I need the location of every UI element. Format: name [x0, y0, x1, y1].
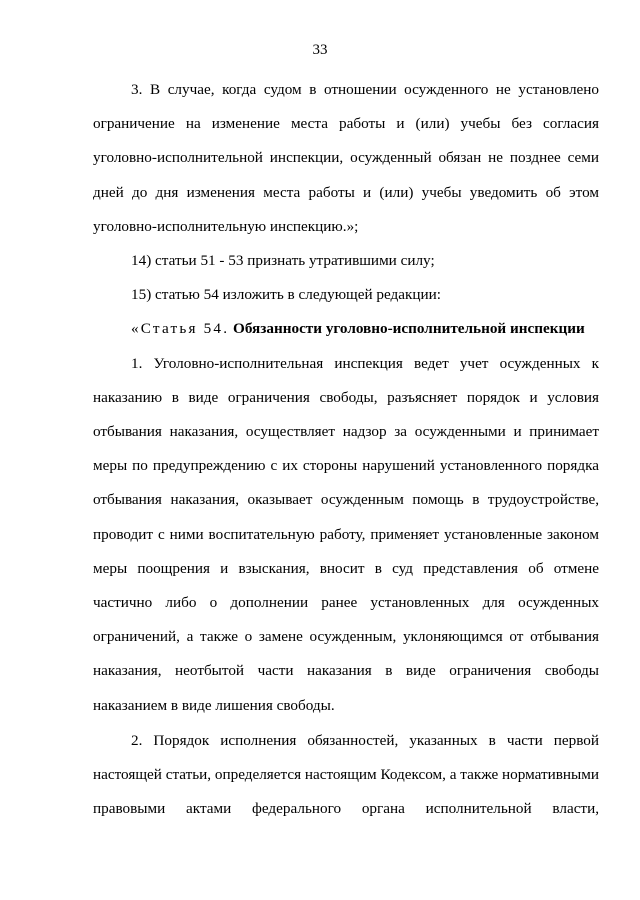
paragraph-item-15: 15) статью 54 изложить в следующей редакции: [131, 286, 441, 304]
page-number: 33 [312, 42, 328, 58]
article-number: «Статья 54. [131, 320, 230, 338]
document-body [93, 73, 599, 826]
article-heading [93, 312, 599, 346]
article-title: Обязанности уголовно-исполнительной инспекции [233, 320, 585, 338]
paragraph-article-part-2: 2. Порядок исполнения обязанностей, указанных в части первой настоящей статьи, определяется настоящим Кодексом, а также нормативными правовыми актами федерального органа исполнительной власти, [93, 731, 599, 818]
paragraph-part-3: 3. В случае, когда судом в отношении осужденного не установлено ограничение на изменение места работы и (или) учебы без согласия уголовно-исполнительной инспекции, осужденный обязан не позднее семи дней до дня изменения места работы и (или) учебы уведомить об этом уголовно-исполнительную инспекцию.»; [93, 81, 599, 235]
paragraph-item-14: 14) статьи 51 - 53 признать утратившими силу; [131, 252, 435, 270]
paragraph-article-part-1: 1. Уголовно-исполнительная инспекция ведет учет осужденных к наказанию в виде ограничения свободы, разъясняет порядок и условия отбывания наказания, осуществляет надзор за осужденными и принимает меры по предупреждению с их стороны нарушений установленного порядка отбывания наказания, оказывает осужденным помощь в трудоустройстве, проводит с ними воспитательную работу, применяет установленные законом меры поощрения и взыскания, вносит в суд представления об отмене частично либо о дополнении ранее установленных для осужденных ограничений, а также о замене осужденным, уклоняющимся от отбывания наказания, неотбытой части наказания в виде ограничения свободы наказанием в виде лишения свободы. [93, 354, 599, 714]
